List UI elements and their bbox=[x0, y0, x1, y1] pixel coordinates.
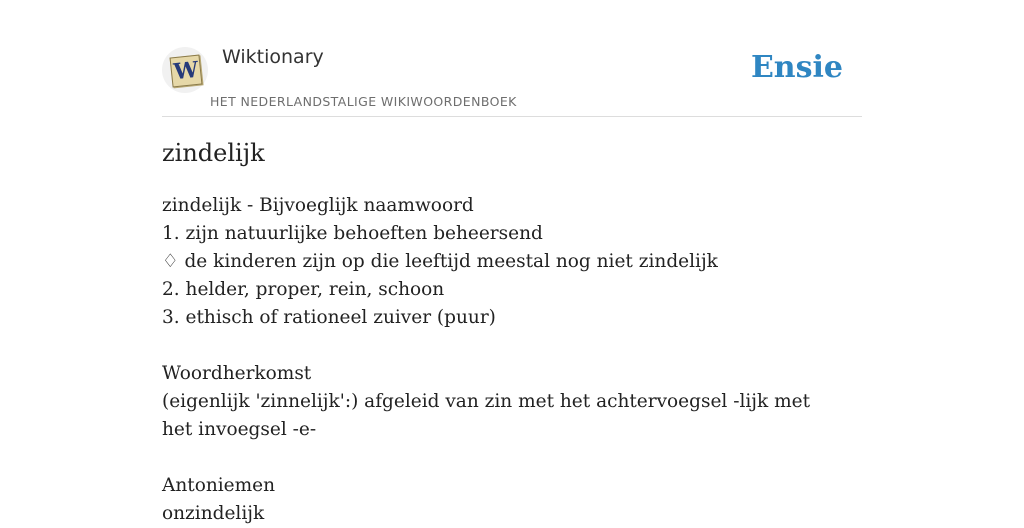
antonyms-heading: Antoniemen bbox=[162, 475, 276, 496]
site-tagline: HET NEDERLANDSTALIGE WIKIWOORDENBOEK bbox=[210, 94, 517, 109]
site-header bbox=[162, 0, 862, 117]
blank-line bbox=[162, 332, 862, 360]
entry-heading-line: zindelijk - Bijvoeglijk naamwoord bbox=[162, 195, 474, 216]
blank-line bbox=[162, 444, 862, 472]
example-sentence: ♢ de kinderen zijn op die leeftijd meestal nog niet zindelijk bbox=[162, 251, 718, 272]
page bbox=[162, 0, 862, 524]
site-name[interactable]: Wiktionary bbox=[222, 46, 324, 68]
etymology-heading: Woordherkomst bbox=[162, 363, 312, 384]
etymology-text: (eigenlijk 'zinnelijk':) afgeleid van zin met het achtervoegsel -lijk met het invoegsel -e- bbox=[162, 391, 811, 440]
antonyms-text: onzindelijk bbox=[162, 503, 265, 524]
wiktionary-logo[interactable] bbox=[162, 47, 208, 93]
ensie-brand-link[interactable]: Ensie bbox=[750, 50, 843, 85]
definition-1: 1. zijn natuurlijke behoeften beheersend bbox=[162, 223, 543, 244]
entry-content bbox=[162, 192, 862, 528]
entry-title: zindelijk bbox=[162, 139, 265, 167]
definition-3: 3. ethisch of rationeel zuiver (puur) bbox=[162, 307, 496, 328]
definition-2: 2. helder, proper, rein, schoon bbox=[162, 279, 445, 300]
wiktionary-logo-icon: W bbox=[170, 55, 203, 88]
